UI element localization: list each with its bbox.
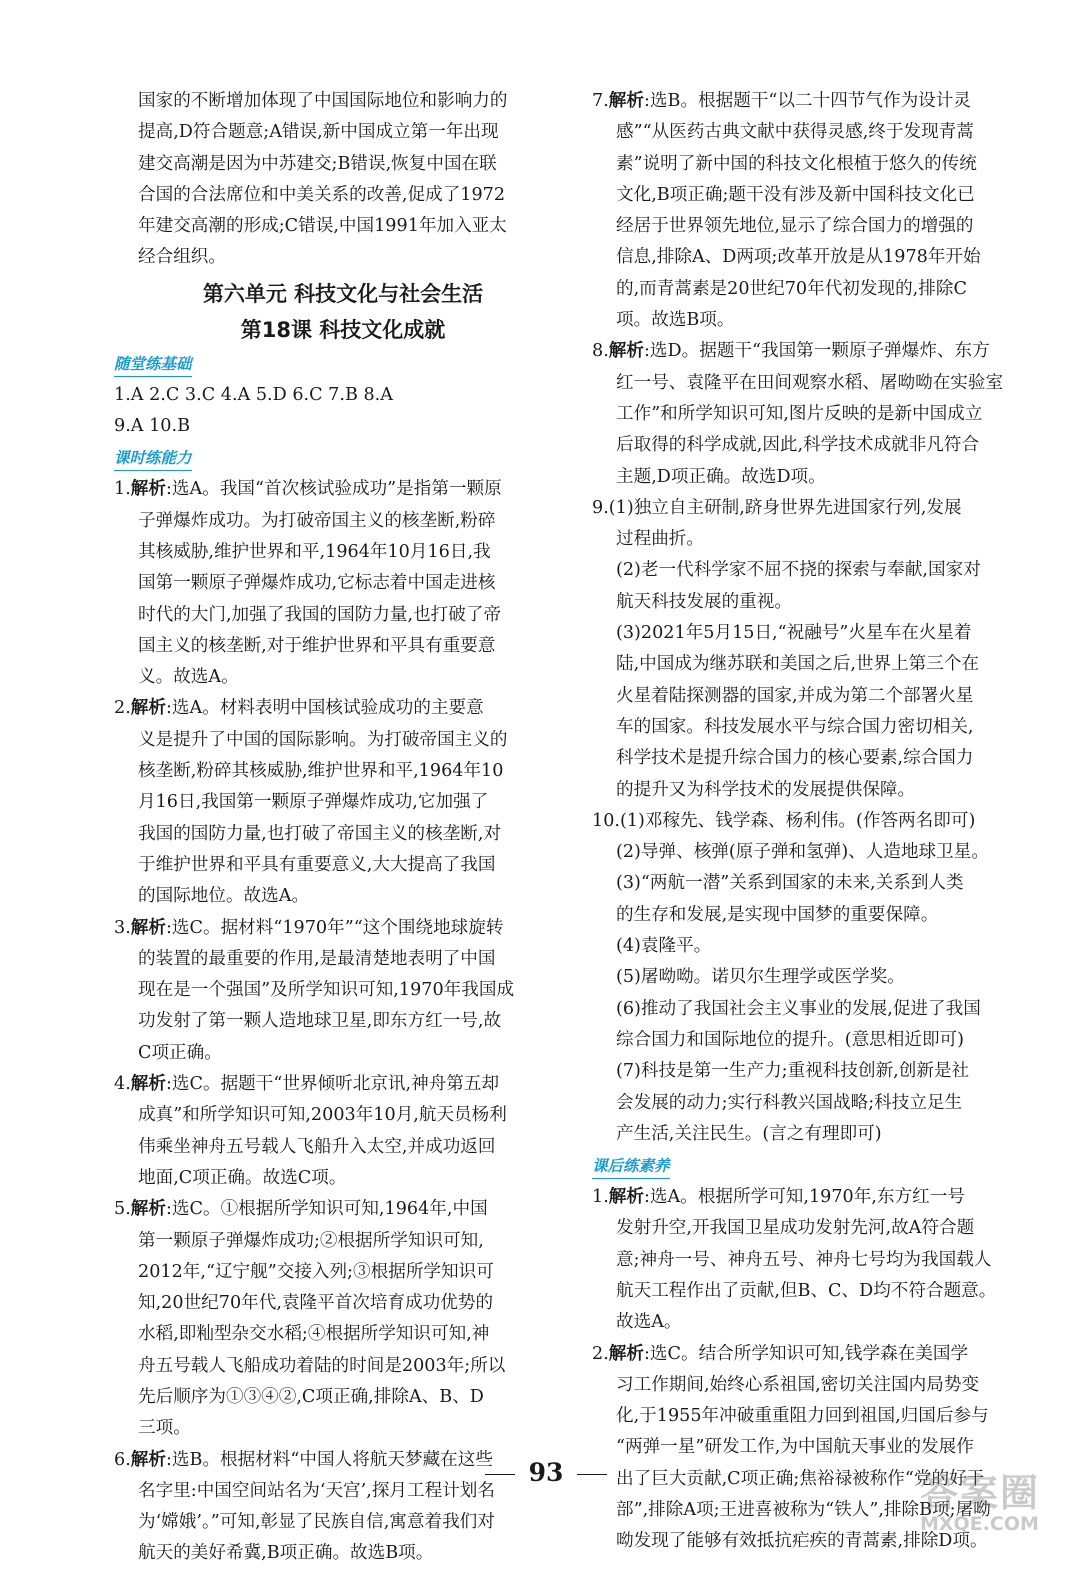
text-line: 过程曲折。	[616, 529, 704, 550]
text-line: 的,而青蒿素是20世纪70年代初发现的,排除C	[616, 278, 967, 299]
analysis-label: 解析	[130, 1074, 166, 1095]
text-line: 经居于世界领先地位,显示了综合国力的增强的	[616, 216, 974, 237]
right-column	[592, 86, 1070, 1558]
text-line: 舟五号载人飞船成功着陆的时间是2003年;所以	[138, 1355, 506, 1376]
text-line: 陆,中国成为继苏联和美国之后,世界上第三个在	[616, 654, 980, 675]
left-column	[114, 86, 572, 1570]
text-line: 信息,排除A、D两项;改革开放是从1978年开始	[616, 247, 981, 268]
question-line	[592, 1182, 1070, 1213]
text-line: 化,于1955年冲破重重阻力回到祖国,归国后参与	[616, 1406, 989, 1427]
text-line: 名字里:中国空间站名为‘天宫’,探月工程计划名	[138, 1480, 495, 1501]
text-line: 经合组织。	[138, 247, 226, 268]
question-text: :选A。材料表明中国核试验成功的主要意	[166, 698, 484, 719]
question-number: 3.	[114, 917, 131, 938]
text-line: 成真”和所学知识可知,2003年10月,航天员杨利	[138, 1105, 507, 1126]
analysis-label: 解析	[130, 1199, 166, 1220]
section-tag: 随堂练基础	[114, 352, 192, 377]
text-line: 10.(1)邓稼先、钱学森、杨利伟。(作答两名即可)	[592, 810, 976, 831]
text-line: 提高,D符合题意;A错误,新中国成立第一年出现	[138, 122, 499, 143]
text-line: 子弹爆炸成功。为打破帝国主义的核垄断,粉碎	[138, 510, 496, 531]
text-line: (4)袁隆平。	[616, 936, 712, 957]
question-line	[114, 693, 572, 724]
analysis-label: 解析	[130, 698, 166, 719]
text-line: 意;神舟一号、神舟五号、神舟七号均为我国载人	[616, 1249, 992, 1270]
lesson-title: 第18课 科技文化成就	[240, 317, 446, 342]
question-text: :选B。根据材料“中国人将航天梦藏在这些	[166, 1449, 493, 1470]
analysis-label: 解析	[130, 917, 166, 938]
text-line: (2)老一代科学家不屈不挠的探索与奉献,国家对	[616, 560, 981, 581]
text-line: 伟乘坐神舟五号载人飞船升入太空,并成功返回	[138, 1136, 496, 1157]
text-line: 综合国力和国际地位的提升。(意思相近即可)	[616, 1029, 965, 1050]
question-text: :选C。据材料“1970年”“这个围绕地球旋转	[166, 917, 504, 938]
question-text: :选D。据题干“我国第一颗原子弹爆炸、东方	[644, 341, 990, 362]
analysis-label: 解析	[608, 1187, 644, 1208]
question-text: :选C。①根据所学知识可知,1964年,中国	[166, 1199, 488, 1220]
question-number: 1.	[592, 1187, 609, 1208]
watermark-cn: 答案圈	[920, 1471, 1041, 1515]
text-line: 水稻,即籼型杂交水稻;④根据所学知识可知,神	[138, 1324, 490, 1345]
question-text: :选A。我国“首次核试验成功”是指第一颗原	[166, 479, 502, 500]
text-line: 会发展的动力;实行科教兴国战略;科技立足生	[616, 1092, 963, 1113]
text-line: 素”说明了新中国的科技文化根植于悠久的传统	[616, 153, 977, 174]
text-line: 文化,B项正确;题干没有涉及新中国科技文化已	[616, 184, 975, 205]
analysis-label: 解析	[130, 479, 166, 500]
page-number: 93	[528, 1458, 564, 1487]
text-line: 月16日,我国第一颗原子弹爆炸成功,它加强了	[138, 792, 489, 813]
text-line: 红一号、袁隆平在田间观察水稻、屠呦呦在实验室	[616, 372, 1004, 393]
text-line: 故选A。	[616, 1312, 682, 1333]
question-line	[592, 336, 1070, 367]
text-line: (3)2021年5月15日,“祝融号”火星车在火星着	[616, 623, 972, 644]
unit-title: 第六单元 科技文化与社会生活	[202, 281, 484, 306]
question-number: 6.	[114, 1449, 131, 1470]
text-line: 知,20世纪70年代,袁隆平首次培育成功优势的	[138, 1293, 494, 1314]
text-line: 习工作期间,始终心系祖国,密切关注国内局势变	[616, 1374, 980, 1395]
question-number: 2.	[592, 1343, 609, 1364]
text-line: 建交高潮是因为中苏建交;B错误,恢复中国在联	[138, 153, 497, 174]
question-number: 7.	[592, 91, 609, 111]
section-tag-row	[114, 442, 572, 474]
text-line: 我国的国防力量,也打破了帝国主义的核垄断,对	[138, 823, 502, 844]
text-line: 时代的大门,加强了我国的国防力量,也打破了帝	[138, 604, 502, 625]
text-line: 航天科技发展的重视。	[616, 591, 792, 612]
question-line	[114, 913, 572, 944]
analysis-label: 解析	[130, 1449, 166, 1470]
text-line: 出了巨大贡献,C项正确;焦裕禄被称作“党的好干	[616, 1468, 985, 1489]
text-line: 9.(1)独立自主研制,跻身世界先进国家行列,发展	[592, 497, 962, 518]
analysis-label: 解析	[608, 341, 644, 362]
section-tag: 课后练素养	[592, 1154, 670, 1179]
watermark-url: MXQE.COM	[920, 1513, 1039, 1535]
text-line: 国家的不断增加体现了中国国际地位和影响力的	[138, 91, 508, 111]
text-line: 火星着陆探测器的国家,并成为第二个部署火星	[616, 685, 974, 706]
text-line: 工作”和所学知识可知,图片反映的是新中国成立	[616, 403, 983, 424]
text-line: 现在是一个强国”及所学知识可知,1970年我国成	[138, 980, 515, 1001]
analysis-label: 解析	[608, 1343, 644, 1364]
text-line: 科学技术是提升综合国力的核心要素,综合国力	[616, 748, 974, 769]
text-line: 的提升又为科学技术的发展提供保障。	[616, 779, 916, 800]
footer-dash-left	[485, 1474, 515, 1475]
text-line: 车的国家。科技发展水平与综合国力密切相关,	[616, 716, 974, 737]
text-line: 合国的合法席位和中美关系的改善,促成了1972	[138, 184, 506, 205]
text-line: 部”,排除A项;王进喜被称为“铁人”,排除B项;屠呦	[616, 1500, 991, 1521]
question-number: 2.	[114, 698, 131, 719]
footer-dash-right	[577, 1474, 607, 1475]
question-number: 8.	[592, 341, 609, 362]
text-line: 于维护世界和平具有重要意义,大大提高了我国	[138, 854, 496, 875]
text-line: 国主义的核垄断,对于维护世界和平具有重要意	[138, 635, 496, 656]
text-line: 1.A 2.C 3.C 4.A 5.D 6.C 7.B 8.A	[114, 384, 393, 405]
text-line: 航天工程作出了贡献,但B、C、D均不符合题意。	[616, 1280, 997, 1301]
question-text: :选A。根据所学可知,1970年,东方红一号	[644, 1187, 965, 1208]
text-line: 核垄断,粉碎其核威胁,维护世界和平,1964年10	[138, 761, 504, 782]
text-line: (3)“两航一潜”关系到国家的未来,关系到人类	[616, 873, 964, 894]
text-line: (6)推动了我国社会主义事业的发展,促进了我国	[616, 998, 981, 1019]
text-line: “两弹一星”研发工作,为中国航天事业的发展作	[616, 1437, 974, 1458]
text-line: (2)导弹、核弹(原子弹和氢弹)、人造地球卫星。	[616, 842, 989, 863]
section-tag-row	[592, 1150, 1070, 1182]
text-line: 项。故选B项。	[616, 310, 735, 331]
text-line: 感”“从医药古典文献中获得灵感,终于发现青蒿	[616, 122, 974, 143]
text-line: 主题,D项正确。故选D项。	[616, 466, 826, 487]
text-line: 的国际地位。故选A。	[138, 886, 310, 907]
text-line: C项正确。	[138, 1042, 222, 1063]
text-line: 呦发现了能够有效抵抗疟疾的青蒿素,排除D项。	[616, 1531, 988, 1552]
text-line: 9.A 10.B	[114, 416, 190, 437]
question-number: 4.	[114, 1074, 131, 1095]
text-line: 先后顺序为①③④②,C项正确,排除A、B、D	[138, 1386, 484, 1407]
text-line: 年建交高潮的形成;C错误,中国1991年加入亚太	[138, 216, 507, 237]
question-line	[114, 1194, 572, 1225]
section-tag: 课时练能力	[114, 446, 192, 471]
question-line	[114, 1069, 572, 1100]
analysis-label: 解析	[608, 91, 644, 111]
text-line: 产生活,关注民生。(言之有理即可)	[616, 1123, 882, 1144]
text-line: 其核威胁,维护世界和平,1964年10月16日,我	[138, 541, 491, 562]
question-line	[114, 474, 572, 505]
question-number: 5.	[114, 1199, 131, 1220]
question-number: 1.	[114, 479, 131, 500]
text-line: 发射升空,开我国卫星成功发射先河,故A符合题	[616, 1218, 975, 1239]
text-line: 的装置的最重要的作用,是最清楚地表明了中国	[138, 948, 496, 969]
question-text: :选C。结合所学知识可知,钱学森在美国学	[644, 1343, 969, 1364]
text-line: 义。故选A。	[138, 667, 239, 688]
text-line: (5)屠呦呦。诺贝尔生理学或医学奖。	[616, 967, 905, 988]
question-text: :选B。根据题干“以二十四节气作为设计灵	[644, 91, 971, 111]
text-line: (7)科技是第一生产力;重视科技创新,创新是社	[616, 1061, 970, 1082]
text-line: 地面,C项正确。故选C项。	[138, 1167, 347, 1188]
text-line: 航天的美好希冀,B项正确。故选B项。	[138, 1543, 434, 1564]
question-line	[592, 86, 1070, 117]
section-tag-row	[114, 348, 572, 380]
text-line: 三项。	[138, 1418, 191, 1439]
text-line: 第一颗原子弹爆炸成功;②根据所学知识可知,	[138, 1230, 484, 1251]
text-line: 的生存和发展,是实现中国梦的重要保障。	[616, 904, 939, 925]
question-line	[592, 1339, 1070, 1370]
question-text: :选C。据题干“世界倾听北京讯,神舟第五却	[166, 1074, 500, 1095]
text-line: 国第一颗原子弹爆炸成功,它标志着中国走进核	[138, 573, 496, 594]
text-line: 为‘嫦娥’。”可知,彰显了民族自信,寓意着我们对	[138, 1512, 495, 1533]
watermark-logo	[920, 1462, 1080, 1535]
text-line: 后取得的科学成就,因此,科学技术成就非凡符合	[616, 435, 980, 456]
text-line: 功发射了第一颗人造地球卫星,即东方红一号,故	[138, 1011, 502, 1032]
text-line: 2012年,“辽宁舰”交接入列;③根据所学知识可	[138, 1261, 494, 1282]
text-line: 义是提升了中国的国际影响。为打破帝国主义的	[138, 729, 508, 750]
